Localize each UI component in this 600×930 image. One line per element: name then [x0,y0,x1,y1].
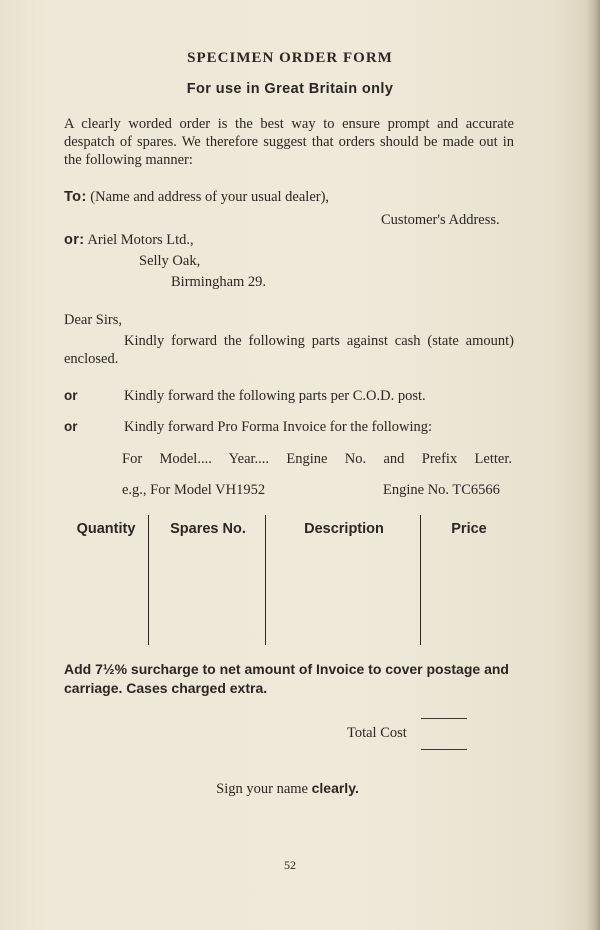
example-engine: Engine No. TC6566 [383,482,500,498]
page-number: 52 [284,858,296,872]
surcharge-note: Add 7½% surcharge to net amount of Invoice to cover postage and carriage. Cases charged extra. [64,661,509,696]
sign-prefix: Sign your name [216,781,312,797]
or-label: or: [64,232,85,248]
salutation: Dear Sirs, [64,312,122,328]
example-model: e.g., For Model VH1952 [122,482,266,498]
or-word-1: or [64,388,78,403]
intro-paragraph: A clearly worded order is the best way to ensure prompt and accurate despatch of spares. We therefore suggest that orders should be made out in the following manner: [64,116,514,168]
header-quantity: Quantity [76,521,136,537]
header-spares-no: Spares No. [170,521,246,537]
request-cash: Kindly forward the following parts against cash (state amount) enclosed. [64,333,514,367]
sign-instruction [0,780,575,798]
page-title: SPECIMEN ORDER FORM [187,50,393,66]
request-proforma: Kindly forward Pro Forma Invoice for the following: [124,419,433,435]
address-line-1: Ariel Motors Ltd., [87,232,194,248]
model-line: For Model.... Year.... Engine No. and Prefix Letter. [122,451,512,467]
total-cost-label: Total Cost [347,725,407,741]
to-label: To: [64,189,87,205]
to-line [64,189,329,206]
request-cod: Kindly forward the following parts per C.O.D. post. [124,388,426,404]
total-rule-top [421,718,467,719]
to-text: (Name and address of your usual dealer), [90,189,330,205]
customer-address: Customer's Address. [381,212,500,228]
header-description: Description [304,521,384,537]
or-address-line [64,232,194,249]
sign-emphasis: clearly. [311,780,359,796]
page-spine-shadow [586,0,600,930]
or-word-2: or [64,419,78,434]
total-rule-bottom [421,749,467,750]
spares-table [64,515,516,645]
address-line-2: Selly Oak, [139,253,201,269]
page-subtitle: For use in Great Britain only [186,81,394,97]
header-price: Price [451,521,487,537]
address-line-3: Birmingham 29. [171,274,267,290]
